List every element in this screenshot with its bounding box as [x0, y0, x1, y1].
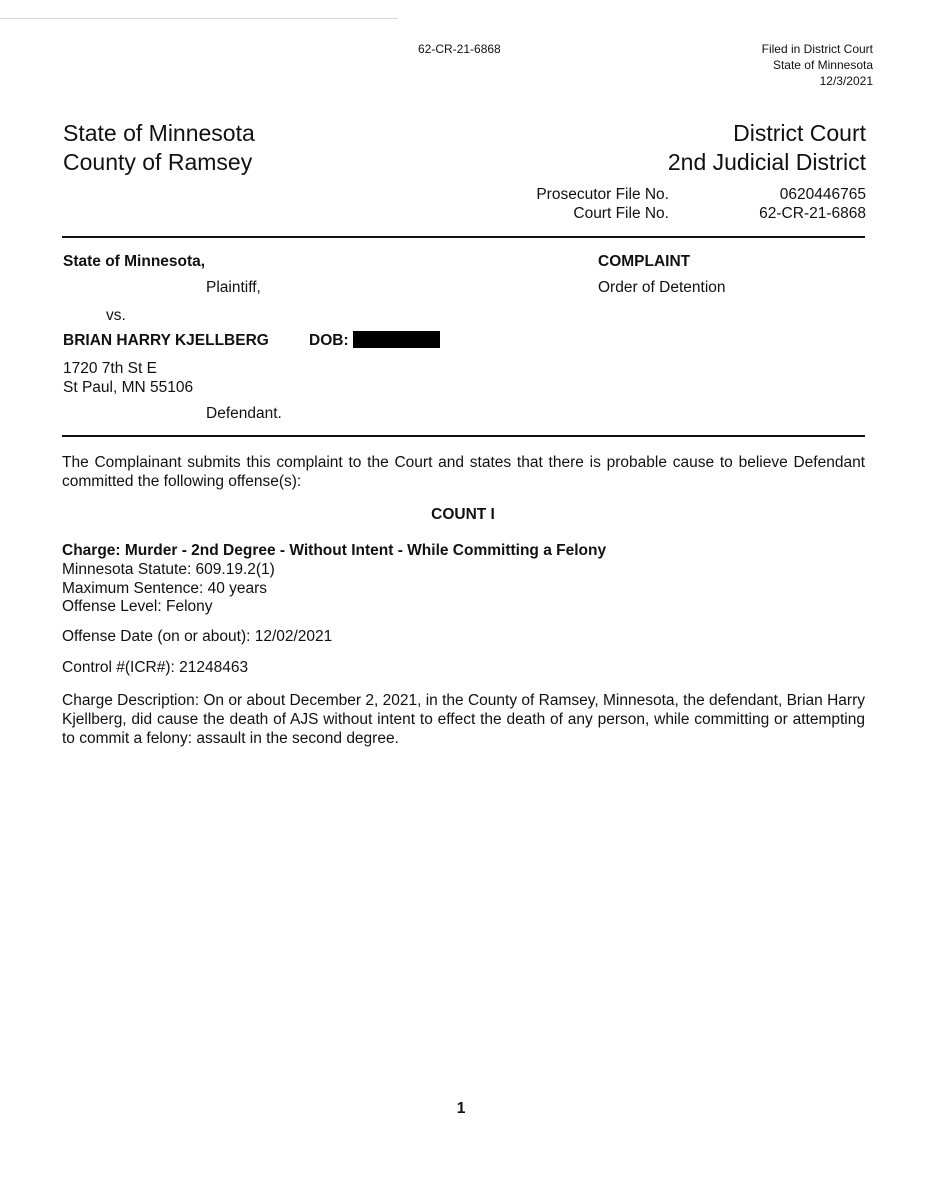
- prosecutor-file-label: Prosecutor File No.: [536, 186, 669, 203]
- caption-district: 2nd Judicial District: [667, 149, 866, 175]
- max-sentence: Maximum Sentence: 40 years: [62, 580, 268, 597]
- court-file-value: 62-CR-21-6868: [759, 205, 866, 222]
- caption-county: County of Ramsey: [63, 149, 253, 175]
- document-type: COMPLAINT: [598, 253, 691, 270]
- control-number: Control #(ICR#): 21248463: [62, 659, 249, 676]
- address-line-2: St Paul, MN 55106: [63, 379, 194, 396]
- caption-court: District Court: [733, 120, 866, 146]
- statute: Minnesota Statute: 609.19.2(1): [62, 561, 275, 578]
- intro-paragraph: The Complainant submits this complaint to the Court and states that there is probable cause to believe Defendant committed the following offense(s):: [62, 454, 865, 490]
- caption-state: State of Minnesota: [63, 120, 255, 146]
- scan-top-line: [0, 18, 398, 19]
- dob-row: [309, 331, 440, 351]
- dob-label: DOB:: [309, 332, 349, 349]
- prosecutor-file-value: 0620446765: [779, 186, 866, 203]
- offense-level: Offense Level: Felony: [62, 598, 213, 615]
- divider-bottom: [62, 435, 865, 437]
- document-subtype: Order of Detention: [598, 279, 726, 296]
- plaintiff-name: State of Minnesota,: [63, 253, 206, 270]
- count-heading: COUNT I: [431, 506, 495, 523]
- defendant-name: BRIAN HARRY KJELLBERG: [63, 332, 269, 349]
- versus: vs.: [106, 307, 126, 324]
- charge-title: Charge: Murder - 2nd Degree - Without Intent - While Committing a Felony: [62, 542, 607, 559]
- filed-date: 12/3/2021: [819, 74, 873, 88]
- offense-date: Offense Date (on or about): 12/02/2021: [62, 628, 333, 645]
- filed-line-1: Filed in District Court: [761, 42, 873, 56]
- filed-line-2: State of Minnesota: [772, 58, 873, 72]
- divider-top: [62, 236, 865, 238]
- plaintiff-role: Plaintiff,: [206, 279, 261, 296]
- address-line-1: 1720 7th St E: [63, 360, 157, 377]
- header-case-number: 62-CR-21-6868: [418, 42, 501, 56]
- redaction-box: [353, 331, 440, 348]
- page-number: 1: [456, 1100, 466, 1117]
- defendant-role: Defendant.: [206, 405, 282, 422]
- court-file-label: Court File No.: [573, 205, 669, 222]
- charge-description: Charge Description: On or about December 2, 2021, in the County of Ramsey, Minnesota, the defendant, Brian Harry Kjellberg, did cause the death of AJS without intent to effect the death of any person, while committing or attempting to commit a felony: assault in the second degree.: [62, 692, 865, 747]
